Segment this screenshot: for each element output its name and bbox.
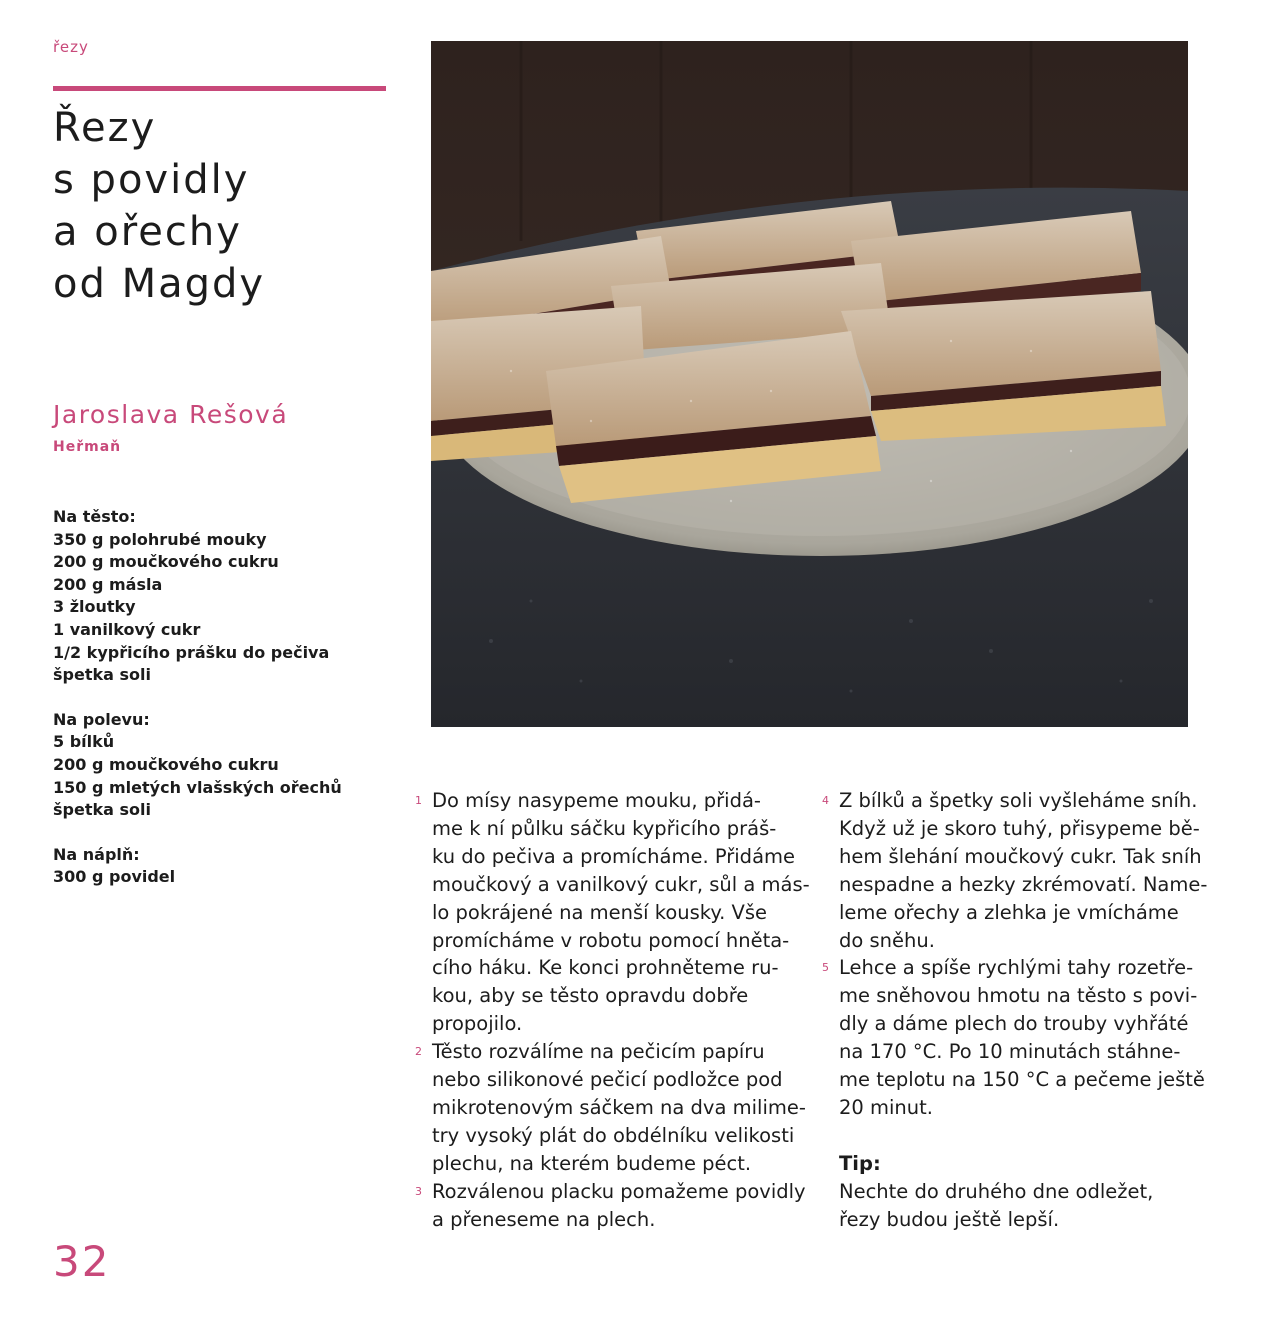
step-line: moučkový a vanilkový cukr, sůl a más- <box>432 872 810 896</box>
step-line: Těsto rozválíme na pečicím papíru <box>432 1040 765 1064</box>
step-line: me teplotu na 150 °C a pečeme ještě <box>839 1068 1205 1092</box>
step-line: Rozválenou placku pomažeme povidly <box>432 1179 806 1203</box>
tip-box <box>822 1150 1202 1234</box>
recipe-photo <box>431 41 1188 727</box>
step-line: cího háku. Ke konci prohněteme ru- <box>432 956 779 980</box>
ingredient-item: špetka soli <box>53 800 151 820</box>
step-line: dly a dáme plech do trouby vyhřáté <box>839 1012 1189 1036</box>
page-number: 32 <box>53 1237 111 1286</box>
step-line: 20 minut. <box>839 1095 933 1119</box>
step-line: ku do pečiva a promícháme. Přidáme <box>432 844 796 868</box>
ingredient-item: 200 g moučkového cukru <box>53 552 279 572</box>
step-line: leme ořechy a zlehka je vmícháme <box>839 900 1179 924</box>
title-line: Řezy <box>53 105 157 151</box>
step-line: Lehce a spíše rychlými tahy rozetře- <box>839 956 1194 980</box>
author-place: Heřmaň <box>53 439 122 455</box>
step-line: do sněhu. <box>839 928 935 952</box>
cake-slices-photo <box>431 41 1188 727</box>
ingredient-item: 200 g másla <box>53 574 163 594</box>
ingredient-item: 200 g moučkového cukru <box>53 754 279 774</box>
steps-column-1 <box>415 787 810 1234</box>
tip-label: Tip: <box>839 1151 881 1175</box>
tip-line: řezy budou ještě lepší. <box>839 1207 1060 1231</box>
ingredient-item: 1 vanilkový cukr <box>53 619 201 639</box>
title-line: s povidly <box>53 157 250 203</box>
title-line: a ořechy <box>53 209 242 255</box>
step-line: me k ní půlku sáčku kypřicího práš- <box>432 816 777 840</box>
ingredient-item: 150 g mletých vlašských ořechů <box>53 777 342 797</box>
step-line: Do mísy nasypeme mouku, přidá- <box>432 789 761 812</box>
step-1 <box>415 787 810 1038</box>
title-line: od Magdy <box>53 261 266 307</box>
step-line: mikrotenovým sáčkem na dva milime- <box>432 1095 806 1119</box>
step-line: kou, aby se těsto opravdu dobře <box>432 984 749 1008</box>
step-line: lo pokrájené na menší kousky. Vše <box>432 900 768 924</box>
step-line: hem šlehání moučkový cukr. Tak sníh <box>839 844 1202 868</box>
ingredient-group-heading: Na těsto: <box>53 507 136 526</box>
author-name: Jaroslava Rešová <box>53 400 289 429</box>
ingredient-item: 300 g povidel <box>53 867 176 887</box>
steps-column-2 <box>822 787 1208 1234</box>
step-number: 5 <box>822 961 829 975</box>
step-line: na 170 °C. Po 10 minutách stáhne- <box>839 1040 1181 1064</box>
step-number: 2 <box>415 1045 422 1059</box>
step-line: promícháme v robotu pomocí hněta- <box>432 928 790 952</box>
step-line: nebo silikonové pečicí podložce pod <box>432 1068 783 1092</box>
step-5 <box>822 954 1205 1121</box>
ingredients-list <box>53 506 383 911</box>
ingredient-group-dough <box>53 506 383 687</box>
ingredient-item: 3 žloutky <box>53 597 136 617</box>
step-3 <box>415 1178 805 1234</box>
ingredient-group-heading: Na polevu: <box>53 709 150 729</box>
step-line: nespadne a hezky zkrémovatí. Name- <box>839 872 1208 896</box>
accent-rule <box>53 86 386 91</box>
step-line: try vysoký plát do obdélníku velikosti <box>432 1123 795 1147</box>
ingredient-item: 350 g polohrubé mouky <box>53 529 267 549</box>
step-line: me sněhovou hmotu na těsto s povi- <box>839 984 1198 1008</box>
step-2 <box>415 1038 805 1178</box>
step-4 <box>822 787 1208 954</box>
step-line: Z bílků a špetky soli vyšleháme sníh. <box>839 789 1198 812</box>
step-line: a přeneseme na plech. <box>432 1207 656 1231</box>
tip-line: Nechte do druhého dne odležet, <box>839 1179 1154 1203</box>
step-number: 1 <box>415 794 422 807</box>
ingredient-group-filling <box>53 844 383 889</box>
recipe-title <box>53 102 393 310</box>
ingredient-group-topping <box>53 709 383 822</box>
ingredient-group-heading: Na náplň: <box>53 844 140 864</box>
step-line: propojilo. <box>432 1012 523 1036</box>
step-number: 4 <box>822 794 829 807</box>
step-line: plechu, na kterém budeme péct. <box>432 1151 752 1175</box>
step-number: 3 <box>415 1184 422 1198</box>
ingredient-item: 1/2 kypřicího prášku do pečiva <box>53 642 330 662</box>
ingredient-item: špetka soli <box>53 665 151 685</box>
step-line: Když už je skoro tuhý, přisypeme bě- <box>839 816 1200 840</box>
ingredient-item: 5 bílků <box>53 732 115 752</box>
category-label: řezy <box>53 38 89 56</box>
